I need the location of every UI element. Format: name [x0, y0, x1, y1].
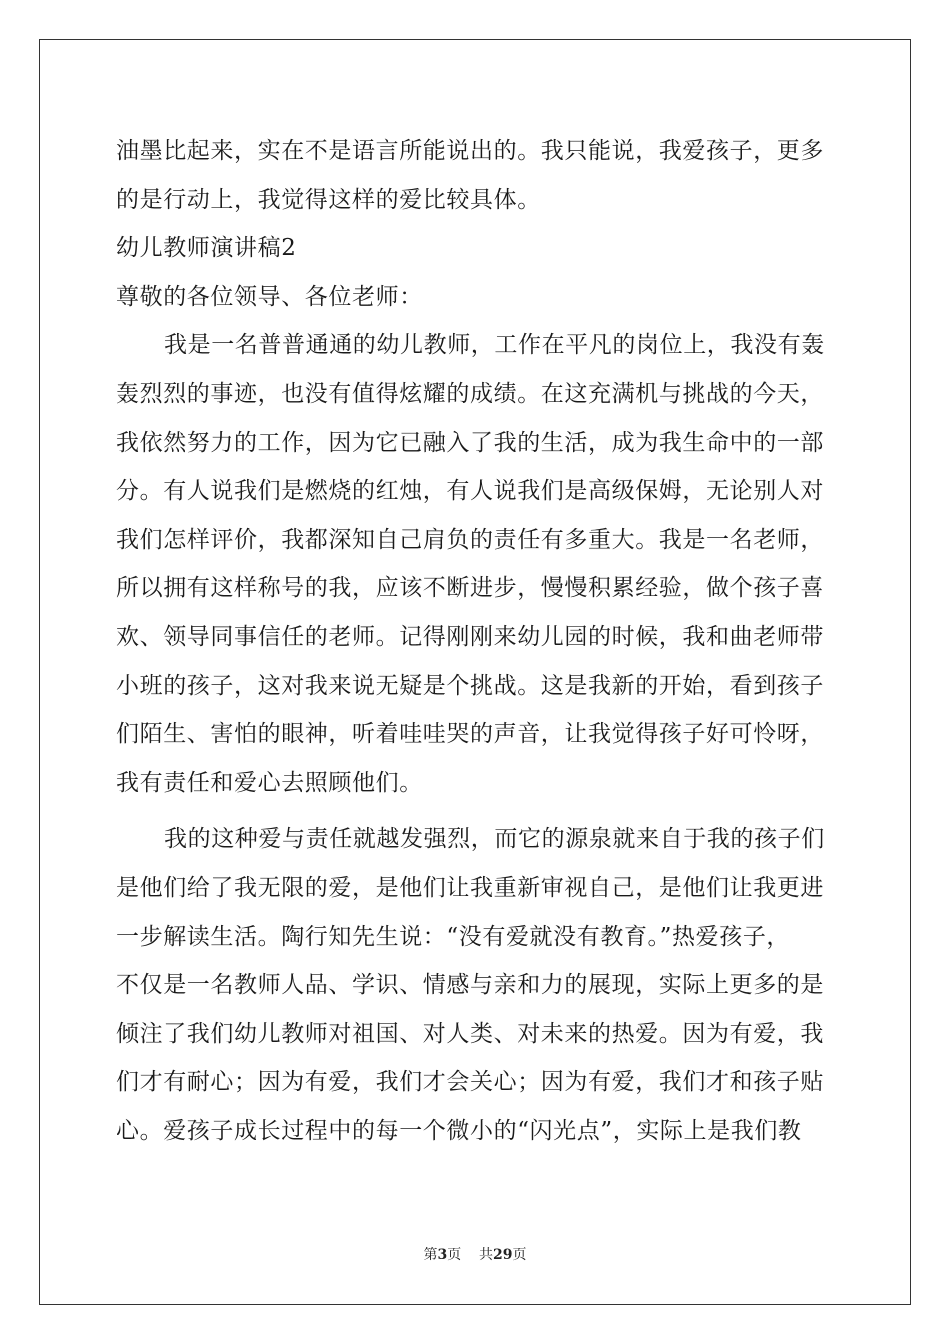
text-line: 的是行动上，我觉得这样的爱比较具体。 — [116, 186, 541, 213]
page-number: 3 — [437, 1247, 448, 1263]
total-pages: 29 — [493, 1247, 513, 1263]
text-line: 们才有耐心；因为有爱，我们才会关心；因为有爱，我们才和孩子贴 — [116, 1069, 824, 1096]
text-line: 我们怎样评价，我都深知自己肩负的责任有多重大。我是一名老师， — [116, 526, 824, 553]
total-prefix: 共 — [479, 1247, 494, 1263]
text-line: 心。爱孩子成长过程中的每一个微小的“闪光点”，实际上是我们教 — [116, 1117, 802, 1144]
document-body — [116, 127, 836, 1155]
text-line: 我是一名普普通通的幼儿教师，工作在平凡的岗位上，我没有轰 — [164, 332, 825, 359]
text-line: 不仅是一名教师人品、学识、情感与亲和力的展现，实际上更多的是 — [116, 972, 824, 999]
text-line: 所以拥有这样称号的我，应该不断进步，慢慢积累经验，做个孩子喜 — [116, 575, 824, 602]
text-line: 油墨比起来，实在不是语言所能说出的。我只能说，我爱孩子，更多 — [116, 138, 824, 164]
page-footer — [0, 1244, 950, 1264]
page-prefix: 第 — [423, 1247, 438, 1263]
text-line: 是他们给了我无限的爱，是他们让我重新审视自己，是他们让我更进 — [116, 874, 824, 901]
page-suffix: 页 — [447, 1247, 462, 1263]
paragraph-gap — [116, 807, 836, 815]
text-line: 我的这种爱与责任就越发强烈，而它的源泉就来自于我的孩子们 — [164, 826, 825, 853]
text-line: 我依然努力的工作，因为它已融入了我的生活，成为我生命中的一部 — [116, 429, 824, 456]
text-line: 尊敬的各位领导、各位老师： — [116, 283, 423, 310]
text-line: 欢、领导同事信任的老师。记得刚刚来幼儿园的时候，我和曲老师带 — [116, 623, 824, 650]
text-line: 我有责任和爱心去照顾他们。 — [116, 769, 423, 796]
text-line: 分。有人说我们是燃烧的红烛，有人说我们是高级保姆，无论别人对 — [116, 478, 824, 505]
text-line: 一步解读生活。陶行知先生说：“没有爱就没有教育。”热爱孩子， — [116, 923, 791, 950]
text-line: 小班的孩子，这对我来说无疑是个挑战。这是我新的开始，看到孩子 — [116, 672, 824, 699]
text-line: 轰烈烈的事迹，也没有值得炫耀的成绩。在这充满机与挑战的今天， — [116, 380, 824, 407]
text-line: 倾注了我们幼儿教师对祖国、对人类、对未来的热爱。因为有爱，我 — [116, 1020, 824, 1047]
text-line: 幼儿教师演讲稿2 — [116, 235, 297, 262]
total-suffix: 页 — [512, 1247, 527, 1263]
text-line: 们陌生、害怕的眼神，听着哇哇哭的声音，让我觉得孩子好可怜呀， — [116, 721, 824, 748]
